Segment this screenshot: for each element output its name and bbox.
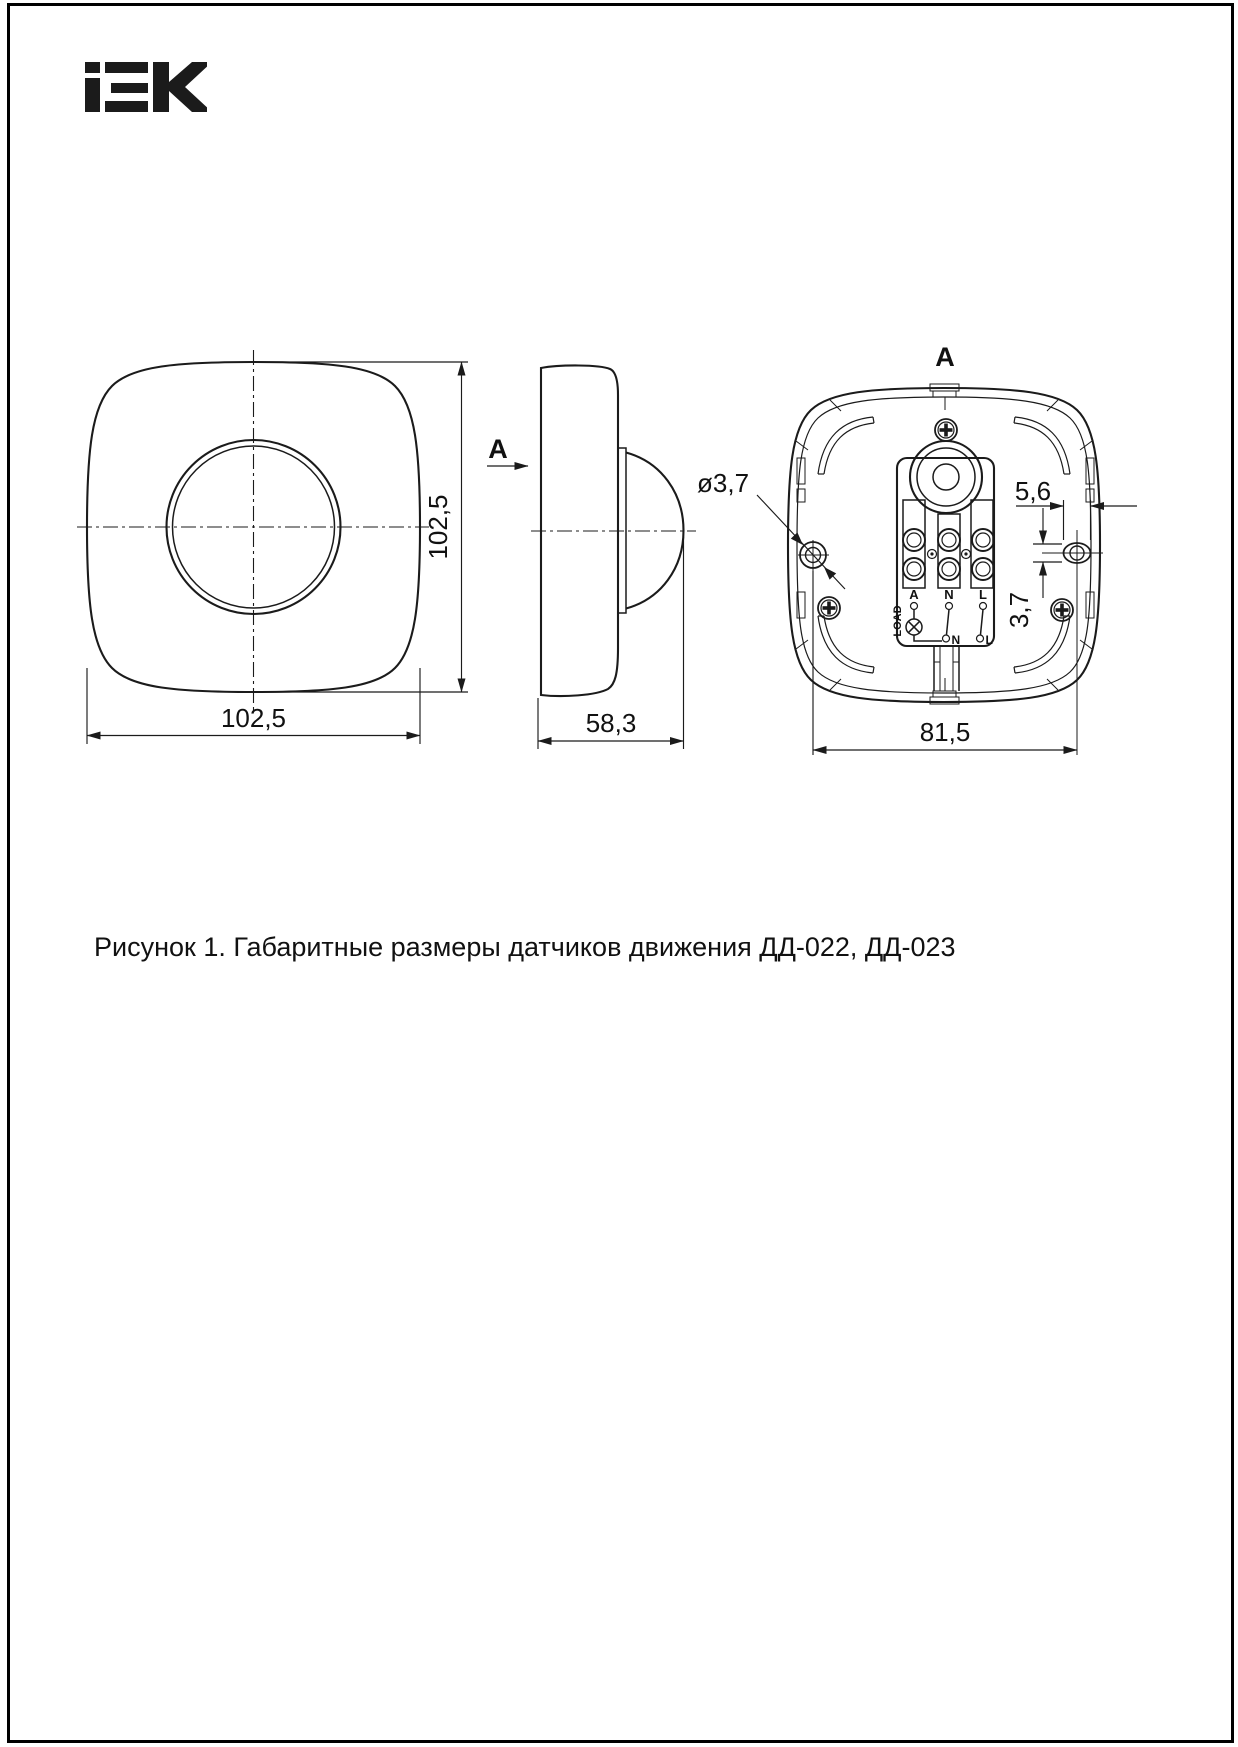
slot-height-dimension: [1004, 508, 1062, 628]
screw-top: [935, 419, 957, 441]
terminal-screws: [903, 529, 994, 580]
ol-label: L: [985, 633, 993, 647]
terminal-block: [892, 441, 994, 691]
iek-logo: [85, 58, 207, 114]
front-width-label: 102,5: [220, 703, 287, 733]
rear-view: [697, 342, 1137, 755]
iek-logo-glyphs: [85, 62, 207, 112]
terminal-label-l: L: [979, 587, 987, 602]
view-direction-indicator: [487, 434, 528, 466]
side-view: [487, 365, 696, 749]
slot-height-label: 3,7: [1004, 591, 1034, 629]
load-label: LOAD: [892, 605, 904, 637]
slot-width-dimension: [1015, 476, 1137, 540]
front-height-label: 102,5: [423, 494, 453, 560]
cable-channel: [934, 646, 959, 691]
mounting-hole-left: [697, 468, 845, 589]
slot-width-label: 5,6: [1014, 476, 1052, 506]
hole-pitch-label: 81,5: [919, 717, 971, 747]
side-depth-dimension: [538, 537, 684, 749]
screw-bottom-left: [818, 597, 840, 619]
figure-caption: Рисунок 1. Габаритные размеры датчиков движения ДД-022, ДД-023: [94, 932, 956, 962]
ol-node: [977, 635, 984, 642]
front-width-dimension: [87, 668, 420, 744]
on-node: [943, 635, 950, 642]
side-depth-label: 58,3: [585, 708, 637, 738]
on-label: N: [951, 633, 961, 647]
terminal-label-a: A: [909, 587, 919, 602]
terminal-label-n: N: [944, 587, 954, 602]
screw-bottom-right: [1051, 599, 1073, 621]
hole-dia-label: ø3,7: [697, 468, 750, 498]
wiring-diagram: [892, 587, 993, 647]
side-view-label: A: [488, 434, 508, 464]
front-view: [77, 350, 468, 744]
page-border: [7, 3, 1234, 1743]
dimension-drawing: [50, 320, 1170, 770]
rear-view-label: A: [935, 342, 955, 372]
